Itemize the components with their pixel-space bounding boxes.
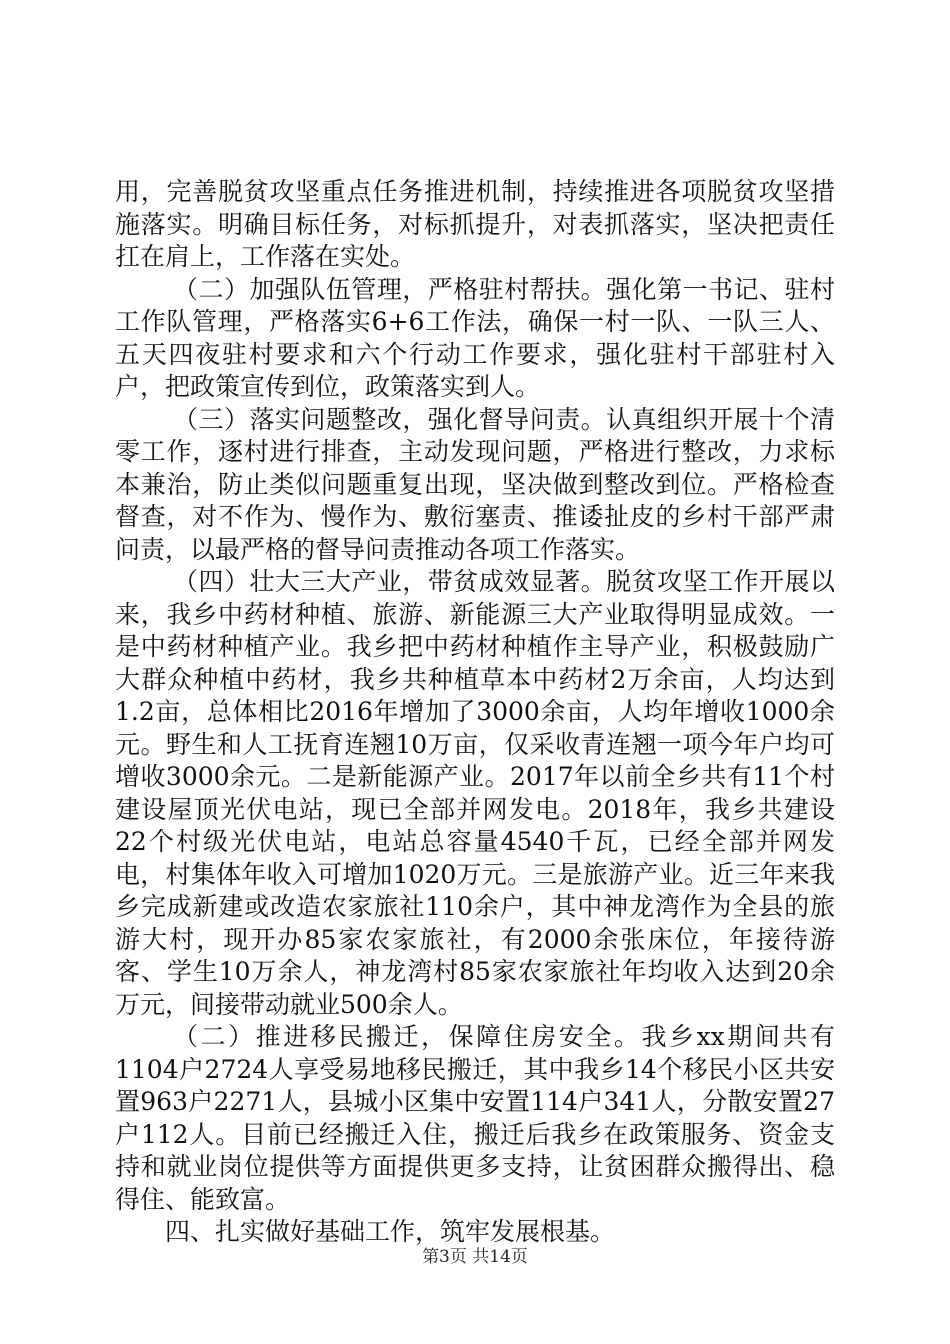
page-footer: 第3页 共14页	[422, 1247, 528, 1267]
paragraph-team-management: （二）加强队伍管理，严格驻村帮扶。强化第一书记、驻村工作队管理，严格落实6+6工作法，确保一村一队、一队三人、五天四夜驻村要求和六个行动工作要求，强化驻村干部驻村入户，把政策宣传到位，政策落实到人。	[115, 274, 835, 401]
document-body	[115, 176, 835, 1249]
section-heading-foundation: 四、扎实做好基础工作，筑牢发展根基。	[165, 1217, 616, 1246]
paragraph-relocation: （二）推进移民搬迁，保障住房安全。我乡xx期间共有1104户2724人享受易地移民搬迁，其中我乡14个移民小区共安置963户2271人，县城小区集中安置114户341人，分散安置27户112人。目前已经搬迁入住，搬迁后我乡在政策服务、资金支持和就业岗位提供等方面提供更多支持，让贫困群众搬得出、稳得住、能致富。	[115, 1022, 835, 1214]
paragraph-continuation: 用，完善脱贫攻坚重点任务推进机制，持续推进各项脱贫攻坚措施落实。明确目标任务，对标抓提升，对表抓落实，坚决把责任扛在肩上，工作落在实处。	[115, 177, 835, 271]
paragraph-rectification: （三）落实问题整改，强化督导问责。认真组织开展十个清零工作，逐村进行排查，主动发现问题，严格进行整改，力求标本兼治，防止类似问题重复出现，坚决做到整改到位。严格检查督查，对不作为、慢作为、敷衍塞责、推诿扯皮的乡村干部严肃问责，以最严格的督导问责推动各项工作落实。	[115, 404, 835, 564]
paragraph-industries: （四）壮大三大产业，带贫成效显著。脱贫攻坚工作开展以来，我乡中药材种植、旅游、新能源三大产业取得明显成效。一是中药材种植产业。我乡把中药材种植作主导产业，积极鼓励广大群众种植中药材，我乡共种植草本中药材2万余亩，人均达到1.2亩，总体相比2016年增加了3000余亩，人均年增收1000余元。野生和人工抚育连翘10万亩，仅采收青连翘一项今年户均可增收3000余元。二是新能源产业。2017年以前全乡共有11个村建设屋顶光伏电站，现已全部并网发电。2018年，我乡共建设22个村级光伏电站，电站总容量4540千瓦，已经全部并网发电，村集体年收入可增加1020万元。三是旅游产业。近三年来我乡完成新建或改造农家旅社110余户，其中神龙湾作为全县的旅游大村，现开办85家农家旅社，有2000余张床位，年接待游客、学生10万余人，神龙湾村85家农家旅社年均收入达到20余万元，间接带动就业500余人。	[115, 567, 835, 1019]
